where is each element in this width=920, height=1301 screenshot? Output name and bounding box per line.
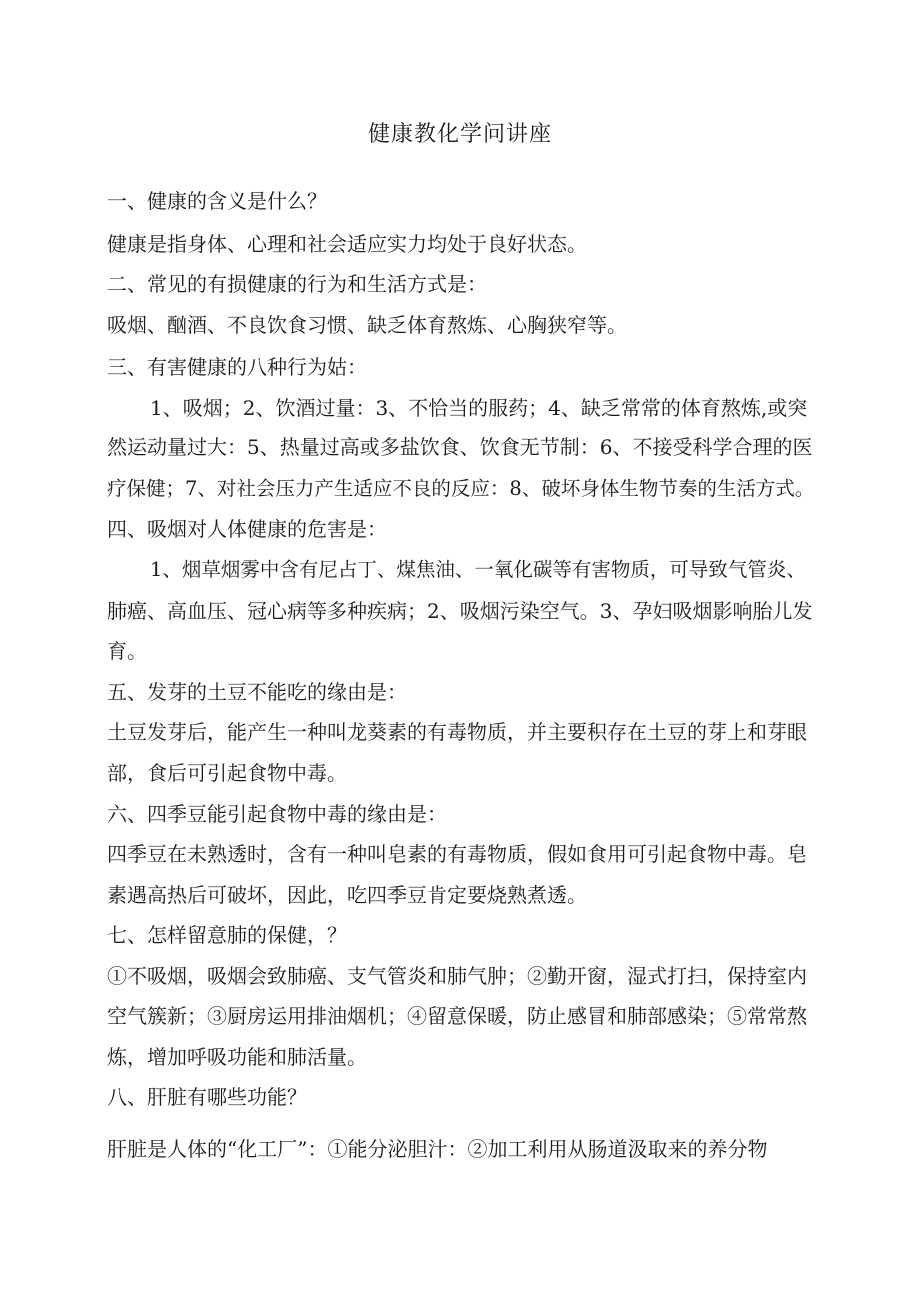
section-heading-7: 七、怎样留意肺的保健，？	[107, 923, 347, 947]
paragraph-line: 健康是指身体、心理和社会适应实力均处于良好状态。	[107, 232, 587, 256]
paragraph-line: 肝脏是人体的“化工厂”：①能分泌胆汁：②加工利用从肠道汲取来的养分物	[107, 1137, 768, 1161]
paragraph-line: 土豆发芽后，能产生一种叫龙葵素的有毒物质，并主要积存在土豆的芽上和芽眼	[107, 720, 807, 744]
section-heading-6: 六、四季豆能引起食物中毒的缘由是：	[107, 802, 447, 826]
paragraph-line: 部，食后可引起食物中毒。	[107, 761, 347, 785]
paragraph-line: 育。	[107, 639, 147, 663]
paragraph-line: 四季豆在未熟透时，含有一种叫皂素的有毒物质，假如食用可引起食物中毒。皂	[107, 842, 807, 866]
section-heading-2: 二、常见的有损健康的行为和生活方式是：	[107, 272, 487, 296]
paragraph-line: 炼，增加呼吸功能和肺活量。	[107, 1045, 367, 1069]
paragraph-line: 素遇高热后可破坏，因此，吃四季豆肯定要烧熟煮透。	[107, 883, 587, 907]
section-heading-5: 五、发芽的土豆不能吃的缘由是：	[107, 680, 407, 704]
document-title: 健康教化学问讲座	[367, 122, 552, 147]
paragraph-line: 1、烟草烟雾中含有尼占丁、煤焦油、一氧化碳等有害物质，可导致气管炎、	[150, 558, 806, 581]
paragraph-line: 吸烟、酗酒、不良饮食习惯、缺乏体育熬炼、心胸狭窄等。	[107, 313, 627, 337]
paragraph-line: 肺癌、高血压、冠心病等多种疾病；2、吸烟污染空气。3、孕妇吸烟影响胎儿发	[107, 599, 813, 623]
section-heading-4: 四、吸烟对人体健康的危害是：	[107, 517, 387, 541]
paragraph-line: 空气簇新；③厨房运用排油烟机；④留意保暖，防止感冒和肺部感染；⑤常常熬	[107, 1004, 807, 1028]
paragraph-line: 疗保健；7、对社会压力产生适应不良的反应：8、破坏身体生物节奏的生活方式。	[107, 477, 815, 500]
section-heading-3: 三、有害健康的八种行为姑：	[107, 355, 367, 379]
section-heading-1: 一、健康的含义是什么？	[107, 189, 327, 213]
paragraph-line: ①不吸烟，吸烟会致肺癌、支气管炎和肺气肿；②勤开窗，湿式打扫，保持室内	[107, 964, 807, 988]
paragraph-line: 1、吸烟；2、饮酒过量：3、不恰当的服药；4、缺乏常常的体育熬炼,或突	[150, 396, 808, 420]
paragraph-line: 然运动量过大：5、热量过高或多盐饮食、饮食无节制：6、不接受科学合理的医	[107, 435, 813, 459]
section-heading-8: 八、肝脏有哪些功能？	[107, 1085, 307, 1109]
